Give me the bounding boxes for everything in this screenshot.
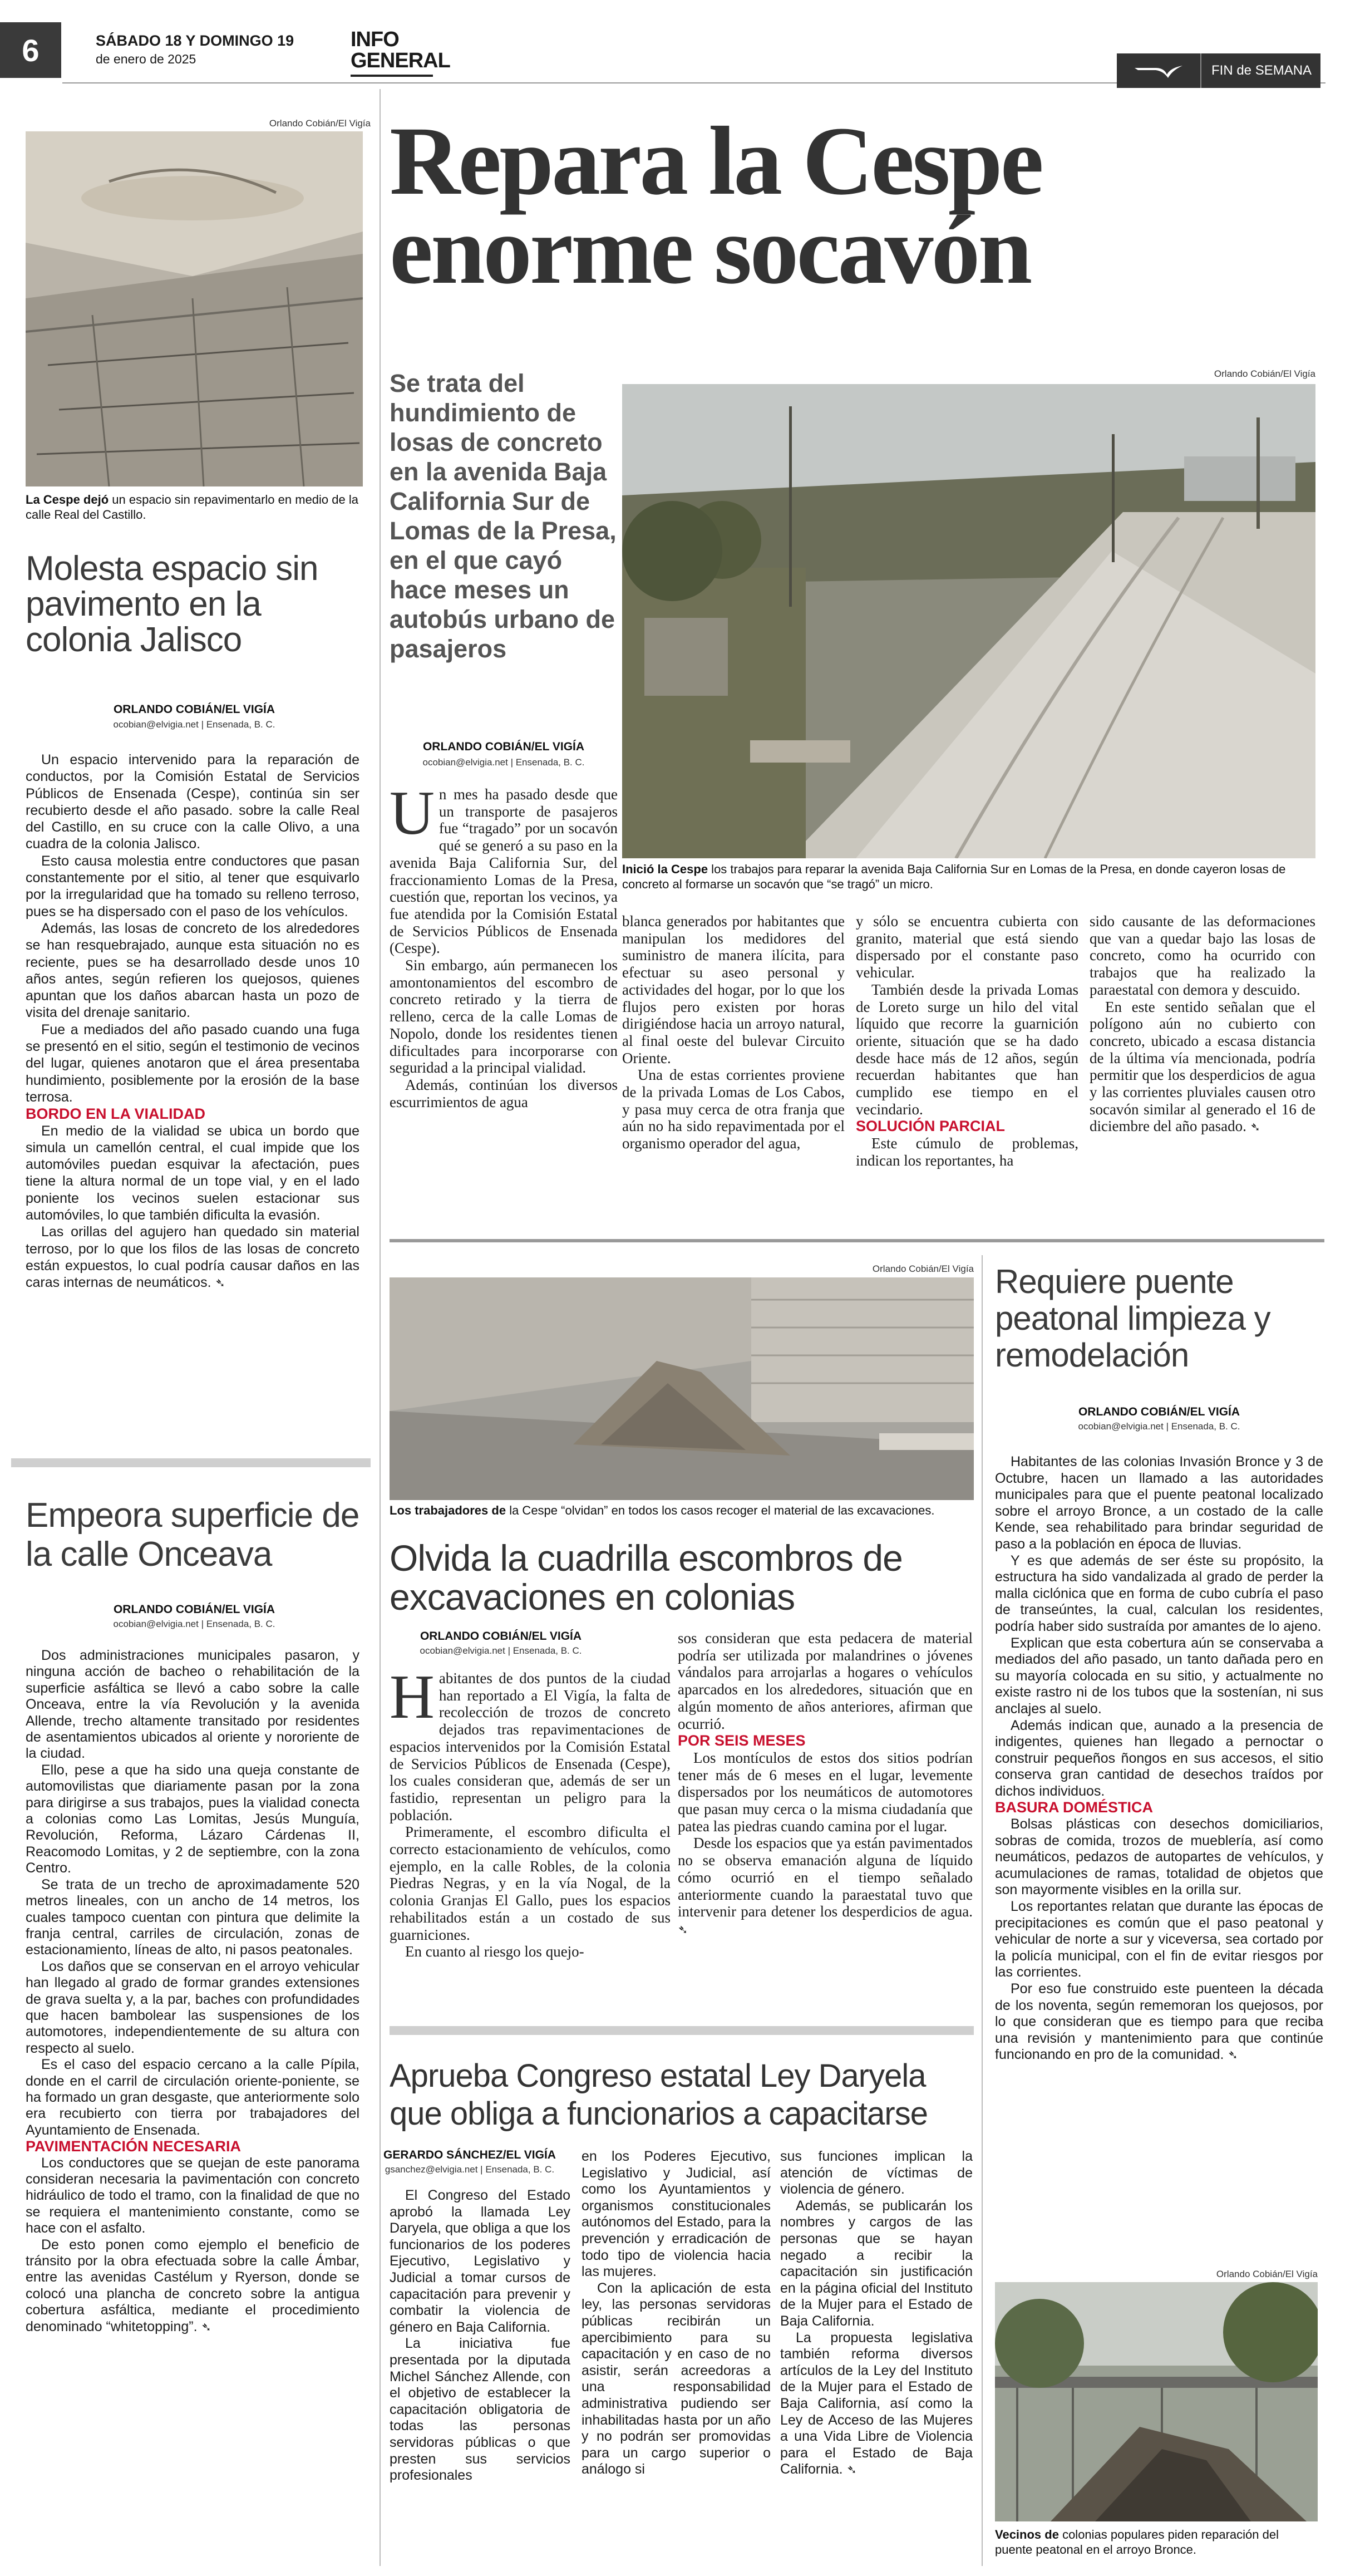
bird-logo-icon: ➴ — [1228, 2048, 1238, 2062]
brand-box — [1117, 53, 1320, 88]
main-deck: Se trata del hundimiento de losas de concreto en la avenida Baja California Sur de Lomas de la Presa, en el que cayó hace meses un autobús urbano de pasajeros — [390, 369, 617, 663]
paragraph: Una de estas corrientes proviene de la privada Lomas de Los Cabos, y pasa muy cerca de otra franja que aún no ha sido repavimentada por el organismo operador del agua, — [622, 1066, 845, 1152]
photo-caption — [390, 1503, 974, 1518]
bird-logo-icon: ➴ — [215, 1276, 225, 1290]
paragraph: sos consideran que esta pedacera de material podría ser utilizada por malandrines o jóvenes vándalos para arrojarlas a hogares o vehículos aparcados en los alrededores, situación que en algún momento de años anteriores, afirman que ocurrió. — [678, 1630, 973, 1732]
subhead: SOLUCIÓN PARCIAL — [856, 1118, 1005, 1135]
paragraph: La iniciativa fue presentada por la diputada Michel Sánchez Allende, con el objetivo de establecer la capacitación obligatoria de todas las personas servidoras públicas o que presten sus servicios profesionales — [390, 2336, 570, 2484]
paragraph: Los conductores que se quejan de este panorama consideran necesaria la pavimentación con concreto hidráulico de todo el tramo, con la finalidad de que no se requiera el mantenimiento constante, como se hace con el asfalto. — [26, 2155, 359, 2236]
main-headline-line-1: Repara la Cespe — [390, 107, 1042, 215]
story-body — [622, 913, 845, 1152]
paragraph: Y es que además de ser éste su propósito, la estructura ha sido vandalizada al grado de perder la malla ciclónica que en forma de cubo cubría el paso de transeúntes, la cual, calculan los residentes, podría haber sido sustraída por amantes de lo ajeno. — [995, 1552, 1323, 1634]
main-photo — [622, 384, 1315, 858]
column-divider — [380, 89, 381, 2566]
story-body — [995, 1454, 1323, 2063]
byline: ORLANDO COBIÁN/EL VIGÍA — [422, 740, 585, 753]
paragraph-text: Desde los espacios que ya están pavimentados no se observa emanación alguna de líquido cómo ocurrió en el tiempo señalado anteriormente cuando la paraestatal tuvo que intervenir para detener los desperdicios de agua. — [678, 1835, 973, 1920]
photo-credit: Orlando Cobián/El Vigía — [1216, 2269, 1318, 2279]
section-label-line-1: INFO — [351, 28, 399, 51]
paragraph — [780, 2330, 973, 2478]
paragraph-text: La propuesta legislativa también reforma diversos artículos de la Ley del Instituto de la Mujer para el Estado de Baja California, así como la Ley de Acceso de las Mujeres a una Vida Libre de Violencia para el Estado de Baja California. — [780, 2329, 973, 2477]
paragraph: Esto causa molestia entre conductores que pasan constantemente por el sitio, al tener que esquivarlo por la irregularidad que ha tomado su relleno terroso, pues se ha dispersado con el paso de los vehículos. — [26, 853, 359, 920]
paragraph — [26, 2237, 359, 2335]
byline-email: ocobian@elvigia.net | Ensenada, B. C. — [1078, 1421, 1240, 1432]
paragraph-text: De esto ponen como ejemplo el beneficio de tránsito por la obra efectuada sobre la calle Ámbar, entre las avenidas Castélum y Ryerson, donde se colocó una plancha de concreto sobre la antigua cobertura asfáltica, mediante el procedimiento denominado “whitetopping”. — [26, 2236, 359, 2334]
main-headline-line-2: enorme socavón — [390, 196, 1031, 304]
paragraph-text: Las orillas del agujero han quedado sin material terroso, por lo que los filos de las losas de concreto están expuestos, lo cual podría causar daños en las caras internas de neumáticos. — [26, 1224, 359, 1291]
story-body — [1090, 913, 1315, 1136]
story-body — [390, 1663, 671, 1960]
photo-credit: Orlando Cobián/El Vigía — [872, 1264, 974, 1274]
photo-caption — [26, 492, 363, 522]
photo-credit: Orlando Cobián/El Vigía — [1214, 368, 1315, 379]
byline: ORLANDO COBIÁN/EL VIGÍA — [1078, 1405, 1240, 1418]
story-body — [582, 2149, 771, 2478]
caption-lead: Inició la Cespe — [622, 862, 708, 876]
paragraph: El Congreso del Estado aprobó la llamada Ley Daryela, que obliga a que los funcionarios de los poderes Ejecutivo, Legislativo y Judicial a tomar cursos de capacitación para prevenir y combatir la violencia de género en Baja California. — [390, 2187, 570, 2335]
paragraph-text: Por eso fue construido este puenteen la década de los noventa, según rememoran los quejosos, por lo que consideran que es tiempo para que reciba una revisión y mantenimiento para que continúe funcionando en pro de la comunidad. — [995, 1981, 1323, 2063]
paragraph: Habitantes de las colonias Invasión Bronce y 3 de Octubre, hacen un llamado a las autoridades municipales para que el puente peatonal localizado sobre el arroyo Bronce, a un costado de la calle Kende, sea rehabilitado para brindar seguridad de paso a la población en época de lluvias. — [995, 1454, 1323, 1552]
paragraph: sido causante de las deformaciones que van a quedar bajo las losas de concreto, como ha ocurrido con trabajos que ha realizado la paraestatal con demora y descuido. — [1090, 913, 1315, 998]
paragraph-text: En este sentido señalan que el polígono aún no cubierto con concreto, ubicado a escasa distancia de la última vía mencionada, podría permitir que los desperdicios de agua y las corrientes pluviales causen otro socavón similar al generado el 16 de diciembre del año pasado. — [1090, 998, 1315, 1135]
story-headline: Molesta espacio sin pavimento en la colonia Jalisco — [26, 549, 318, 659]
paragraph: abitantes de dos puntos de la ciudad han reportado a El Vigía, la falta de recolección de trozos de concreto dejados tras repavimentaciones de espacios intervenidos por la Comisión Estatal de Servicios Públicos de Ensenada (Cespe), los cuales consideran que, además de ser un fastidio, representan un peligro para la población. — [390, 1670, 671, 1823]
story-body — [678, 1630, 973, 1939]
column-divider — [982, 1255, 983, 2566]
subhead: BORDO EN LA VIALIDAD — [26, 1105, 205, 1123]
story-headline: Olvida la cuadrilla escombros de excavaciones en colonias — [390, 1537, 903, 1618]
paragraph: Los reportantes relatan que durante las épocas de precipitaciones es común que el paso peatonal y vehicular de norte a sur y viceversa, sea cortado por la policía municipal, con el fin de evitar riesgos por las corrientes. — [995, 1899, 1323, 1980]
paragraph: blanca generados por habitantes que manipulan los medidores del suministro de manera ilícita, para efectuar su aseo personal y actividades del hogar, por lo que los flujos pero existen por horas dirigiéndose hacia un arroyo natural, al final oeste del bulevar Circuito Oriente. — [622, 913, 845, 1066]
section-label — [351, 29, 450, 71]
byline: ORLANDO COBIÁN/EL VIGÍA — [113, 703, 275, 716]
paragraph: Un espacio intervenido para la reparación de conductos, por la Comisión Estatal de Servicios Públicos de Ensenada (Cespe), continúa sin ser recubierto desde el año pasado. sobre la calle Real del Castillo, en su cruce con la calle Olivo, a una cuadra de la colonia Jalisco. — [26, 752, 359, 852]
page-number: 6 — [0, 22, 61, 78]
caption-text: colonias populares piden reparación del puente peatonal en el arroyo Bronce. — [995, 2528, 1279, 2557]
paragraph: Se trata de un trecho de aproximadamente 520 metros lineales, con un ancho de 14 metros, los cuales tampoco cuentan con pintura que delimite la franja central, carriles de circulación, zonas de estacionamiento, líneas de alto, ni pasos peatonales. — [26, 1876, 359, 1958]
byline-email: ocobian@elvigia.net | Ensenada, B. C. — [422, 757, 585, 768]
drop-cap: H — [390, 1663, 435, 1732]
paragraph — [1090, 999, 1315, 1137]
paragraph: Además, las losas de concreto de los alrededores se han resquebrajado, aunque esta situación no es reciente, pues se ha desarrollado desde unos 10 años antes, según refieren los quejosos, quienes apuntan que los daños abarcan hasta un pozo de visita del drenaje sanitario. — [26, 920, 359, 1021]
bird-logo-icon: ➴ — [201, 2319, 211, 2334]
bird-logo-icon: ➴ — [846, 2462, 857, 2477]
paragraph: sus funciones implican la atención de víctimas de violencia de género. — [780, 2149, 973, 2198]
subhead: PAVIMENTACIÓN NECESARIA — [26, 2138, 242, 2155]
story-body — [390, 779, 618, 1110]
byline-email: ocobian@elvigia.net | Ensenada, B. C. — [420, 1645, 582, 1656]
caption-text: un espacio sin repavimentarlo en medio de la calle Real del Castillo. — [26, 493, 358, 522]
subhead: POR SEIS MESES — [678, 1732, 806, 1749]
paragraph: Sin embargo, aún permanecen los amontonamientos del escombro de concreto retirado y la tierra de relleno, cerca de la calle Lomas de Nopolo, donde los residentes tienen dificultades para incorporarse con seguridad a la principal vialidad. — [390, 957, 618, 1076]
paragraph: Bolsas plásticas con desechos domiciliarios, sobras de comida, trozos de mueblería, así como neumáticos, pedazos de autopartes de vehículos, y acumulaciones de ramas, totalidad de objetos que son mayormente visibles en la orilla sur. — [995, 1816, 1323, 1898]
photo-credit: Orlando Cobián/El Vigía — [269, 118, 371, 129]
paragraph — [995, 1981, 1323, 2063]
bridge-photo — [995, 2282, 1318, 2521]
paragraph: Fue a mediados del año pasado cuando una fuga se presentó en el sitio, según el testimonio de vecinos del lugar, quienes anotaron que el área presentaba hundimiento, posiblemente por la erosión de la base terrosa. — [26, 1021, 359, 1105]
paragraph: Además, continúan los diversos escurrimientos de agua — [390, 1076, 618, 1110]
section-rule — [351, 75, 433, 77]
header-date — [96, 32, 294, 67]
bird-logo-icon: ➴ — [678, 1922, 688, 1936]
photo-caption — [622, 862, 1315, 892]
caption-lead: Los trabajadores de — [390, 1503, 506, 1517]
story-body — [780, 2149, 973, 2478]
street-photo — [26, 131, 363, 486]
caption-text: los trabajos para reparar la avenida Baja California Sur en Lomas de la Presa, en donde cayeron losas de concreto al formarse un socavón que “se tragó” un micro. — [622, 862, 1286, 891]
byline: ORLANDO COBIÁN/EL VIGÍA — [113, 1603, 275, 1616]
caption-lead: La Cespe dejó — [26, 493, 109, 507]
story-body — [26, 751, 359, 1292]
bird-logo-icon — [1117, 53, 1201, 88]
story-headline: Aprueba Congreso estatal Ley Daryela que obliga a funcionarios a capacitarse — [390, 2058, 928, 2132]
paragraph: Además indican que, aunado a la presencia de indigentes, quienes han llegado a pernoctar o construir pequeños ñongos en sus accesos, el sitio conserva gran cantidad de desechos traídos por dichos individuos. — [995, 1717, 1323, 1799]
bird-logo-icon: ➴ — [1250, 1120, 1261, 1134]
paragraph: Los montículos de estos dos sitios podrían tener más de 6 meses en el lugar, levemente dispersados por los neumáticos de automotores que pasan muy cerca o la misma ciudadanía que patea las piedras cuando camina por el lugar. — [678, 1749, 973, 1835]
paragraph: También desde la privada Lomas de Loreto surge un hilo del vital líquido que recorre la guarnición oriente, situación que se ha dado desde hace más de 12 años, según recuerdan habitantes que han cumplido ese tiempo en el vecindario. — [856, 981, 1078, 1118]
paragraph: Ello, pese a que ha sido una queja constante de automovilistas que diariamente pasan por la zona para dirigirse a sus trabajos, pues la vialidad conecta a colonias como Las Lomitas, Jesús Munguía, Revolución, Reforma, Lázaro Cárdenas II, Reacomodo Lomitas, y 2 de septiembre, con la zona Centro. — [26, 1762, 359, 1876]
story-headline: Empeora superficie de la calle Onceava — [26, 1496, 359, 1574]
story-body — [390, 2187, 570, 2484]
byline-email: ocobian@elvigia.net | Ensenada, B. C. — [113, 719, 275, 730]
section-divider — [390, 2026, 974, 2035]
byline: ORLANDO COBIÁN/EL VIGÍA — [420, 1630, 582, 1643]
paragraph: Primeramente, el escombro dificulta el correcto estacionamiento de vehículos, como ejemplo, en la calle Robles, de la colonia Piedras Negras, y en la vía Nogal, de la colonia Granjas El Gallo, pues los espacios rehabilitados están a un costado de sus guarniciones. — [390, 1823, 671, 1943]
section-divider — [11, 1458, 371, 1467]
section-divider — [390, 1239, 1324, 1242]
paragraph: Además, se publicarán los nombres y cargos de las personas que se hayan negado a recibir la capacitación sin justificación en la página oficial del Instituto de la Mujer para el Estado de Baja California. — [780, 2198, 973, 2329]
paragraph — [26, 1223, 359, 1291]
byline: GERARDO SÁNCHEZ/EL VIGÍA — [383, 2149, 556, 2161]
paragraph: Este cúmulo de problemas, indican los reportantes, ha — [856, 1135, 1078, 1169]
story-headline: Requiere puente peatonal limpieza y remodelación — [995, 1263, 1270, 1374]
date-line: SÁBADO 18 Y DOMINGO 19 — [96, 32, 294, 49]
paragraph: Es el caso del espacio cercano a la calle Pípila, donde en el carril de circulación oriente-poniente, se ha formado un gran desgaste, que anteriormente solo era recubierto con tierra por trabajadores del Ayuntamiento de Ensenada. — [26, 2057, 359, 2138]
story-body — [856, 913, 1078, 1169]
paragraph: En cuanto al riesgo los quejo- — [405, 1943, 584, 1960]
paragraph: En medio de la vialidad se ubica un bordo que simula un camellón central, el cual impide que los automóviles puedan esquivar la afectación, pues tiene la altura normal de un tope vial, y en el lado poniente los vecinos suelen estacionar sus automóviles, lo que también dificulta la evasión. — [26, 1123, 359, 1223]
rubble-photo — [390, 1277, 974, 1500]
caption-text: la Cespe “olvidan” en todos los casos recoger el material de las excavaciones. — [506, 1503, 935, 1517]
paragraph: Explican que esta cobertura aún se conservaba a mediados del año pasado, un tanto dañada pero en su mayoría colocada en su sitio, y actualmente no existe rastro ni de los tubos que la sostenían, ni sus anclajes al suelo. — [995, 1635, 1323, 1717]
paragraph — [678, 1835, 973, 1938]
photo-caption — [995, 2527, 1318, 2557]
paragraph: Con la aplicación de esta ley, las personas servidoras públicas recibirán un apercibimiento para su capacitación y en caso de no asistir, serán acreedoras a una responsabilidad administrativa pudiendo ser inhabilitadas hasta por un año y no podrán ser promovidas para un cargo superior o análogo si — [582, 2280, 771, 2477]
story-body — [26, 1648, 359, 2335]
paragraph: Los daños que se conservan en el arroyo vehicular han llegado al grado de formar grandes extensiones de grava suelta y, a la par, baches con profundidades que hacen bambolear las suspensiones de los automotores, independientemente de su altura con respecto al suelo. — [26, 1958, 359, 2056]
drop-cap: U — [390, 779, 435, 848]
paragraph: en los Poderes Ejecutivo, Legislativo y Judicial, así como los Ayuntamientos y organismos constitucionales autónomos del Estado, para la prevención y erradicación de todo tipo de violencia hacia las mujeres. — [582, 2149, 771, 2280]
main-headline — [390, 107, 1324, 304]
section-label-line-2: GENERAL — [351, 49, 450, 72]
date-sub: de enero de 2025 — [96, 52, 196, 66]
subhead: BASURA DOMÉSTICA — [995, 1799, 1154, 1816]
paragraph: n mes ha pasado desde que un transporte de pasajeros fue “tragado” por un socavón qué se generó a su paso en la avenida Baja California Sur, del fraccionamiento Lomas de la Presa, cuestión que, reportan los vecinos, ya fue atendida por la Comisión Estatal de Servicios Públicos de Ensenada (Cespe). — [390, 786, 618, 957]
paragraph: y sólo se encuentra cubierta con granito, material que está siendo dispersado por el constante paso vehicular. — [856, 913, 1078, 981]
paragraph: Dos administraciones municipales pasaron, y ninguna acción de bacheo o rehabilitación de la superficie asfáltica se llevó a cabo sobre la calle Onceava, entre la vía Revolución y la avenida Allende, trecho altamente transitado por residentes de asentamientos ubicados al oriente y nororiente de la ciudad. — [26, 1648, 359, 1762]
caption-lead: Vecinos de — [995, 2528, 1059, 2541]
brand-label: FIN de SEMANA — [1211, 63, 1312, 78]
byline-email: ocobian@elvigia.net | Ensenada, B. C. — [113, 1619, 275, 1629]
byline-email: gsanchez@elvigia.net | Ensenada, B. C. — [385, 2164, 555, 2175]
